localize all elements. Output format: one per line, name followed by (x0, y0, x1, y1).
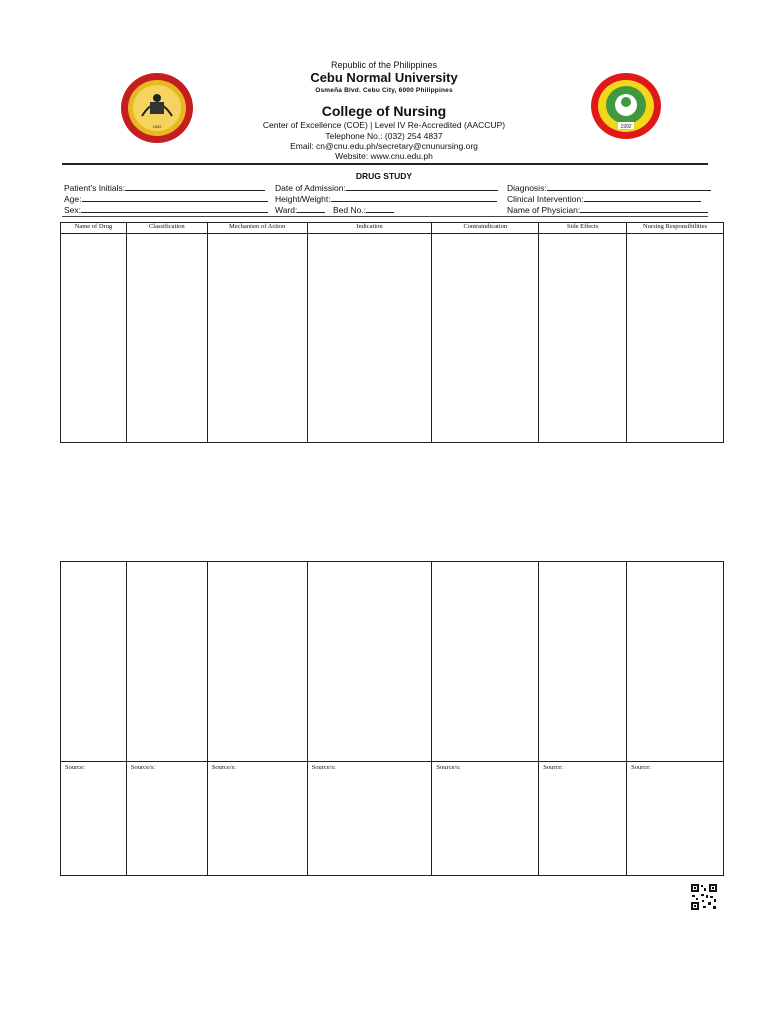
col-header-nursing-responsibilities: Nursing Responsibilities (627, 223, 724, 234)
cell-classification-cont[interactable] (126, 562, 207, 762)
col-header-name-of-drug: Name of Drug (61, 223, 127, 234)
cell-indication[interactable] (307, 234, 432, 443)
sex-field[interactable] (64, 204, 268, 215)
cell-name-of-drug[interactable] (61, 234, 127, 443)
svg-text:1992: 1992 (620, 124, 632, 130)
patients-initials-label: Patient's Initials: (64, 183, 126, 193)
patients-initials-field[interactable] (64, 182, 265, 193)
ward-label: Ward: (275, 205, 298, 215)
age-field[interactable] (64, 193, 268, 204)
cell-side-effects-cont[interactable] (539, 562, 627, 762)
bed-no-field[interactable] (333, 204, 394, 215)
ward-field[interactable] (275, 204, 325, 215)
cell-classification[interactable] (126, 234, 207, 443)
cell-nursing-responsibilities[interactable] (627, 234, 724, 443)
university-name: Cebu Normal University (310, 70, 458, 85)
col-header-mechanism: Mechanism of Action (207, 223, 307, 234)
cell-contraindication[interactable] (432, 234, 539, 443)
height-weight-label: Height/Weight: (275, 194, 331, 204)
diagnosis-field[interactable] (507, 182, 711, 193)
republic-line: Republic of the Philippines (330, 60, 438, 70)
age-label: Age: (64, 194, 82, 204)
height-weight-field[interactable] (275, 193, 497, 204)
email-line: Email: cn@cnu.edu.ph/secretary@cnunursing.org (290, 141, 478, 151)
drug-study-table-1 (60, 222, 724, 443)
cell-mechanism[interactable] (207, 234, 307, 443)
svg-text:1902: 1902 (152, 124, 162, 129)
source-classification[interactable]: Source/s: (126, 762, 207, 876)
source-mechanism[interactable]: Source/s: (207, 762, 307, 876)
cell-side-effects[interactable] (539, 234, 627, 443)
col-header-indication: Indication (307, 223, 432, 234)
source-contraindication[interactable]: Source/s: (432, 762, 539, 876)
cell-name-of-drug-cont[interactable] (61, 562, 127, 762)
date-of-admission-field[interactable] (275, 182, 498, 193)
col-header-contraindication: Contraindication (432, 223, 539, 234)
clinical-intervention-field[interactable] (507, 193, 701, 204)
qr-code-icon (690, 883, 718, 911)
col-header-classification: Classification (126, 223, 207, 234)
diagnosis-label: Diagnosis: (507, 183, 547, 193)
bed-no-label: Bed No.: (333, 205, 367, 215)
sex-label: Sex: (64, 205, 82, 215)
source-side-effects[interactable]: Source: (539, 762, 627, 876)
telephone-line: Telephone No.: (032) 254 4837 (325, 131, 443, 141)
source-name-of-drug[interactable]: Source: (61, 762, 127, 876)
clinical-intervention-label: Clinical Intervention: (507, 194, 584, 204)
physician-field[interactable] (507, 204, 708, 215)
header-divider (62, 163, 708, 165)
form-divider (62, 216, 708, 217)
drug-study-table-2 (60, 561, 724, 876)
cell-mechanism-cont[interactable] (207, 562, 307, 762)
accreditation-line: Center of Excellence (COE) | Level IV Re-Accredited (AACCUP) (262, 120, 506, 130)
university-address: Osmeña Blvd. Cebu City, 6000 Philippines (315, 87, 453, 94)
physician-label: Name of Physician: (507, 205, 581, 215)
source-indication[interactable]: Source/s: (307, 762, 432, 876)
col-header-side-effects: Side Effects (539, 223, 627, 234)
cell-nursing-responsibilities-cont[interactable] (627, 562, 724, 762)
college-name: College of Nursing (321, 103, 447, 119)
cell-indication-cont[interactable] (307, 562, 432, 762)
cell-contraindication-cont[interactable] (432, 562, 539, 762)
website-line: Website: www.cnu.edu.ph (335, 151, 433, 161)
source-nursing-responsibilities[interactable]: Source: (627, 762, 724, 876)
date-of-admission-label: Date of Admission: (275, 183, 346, 193)
form-title: DRUG STUDY (355, 171, 413, 181)
